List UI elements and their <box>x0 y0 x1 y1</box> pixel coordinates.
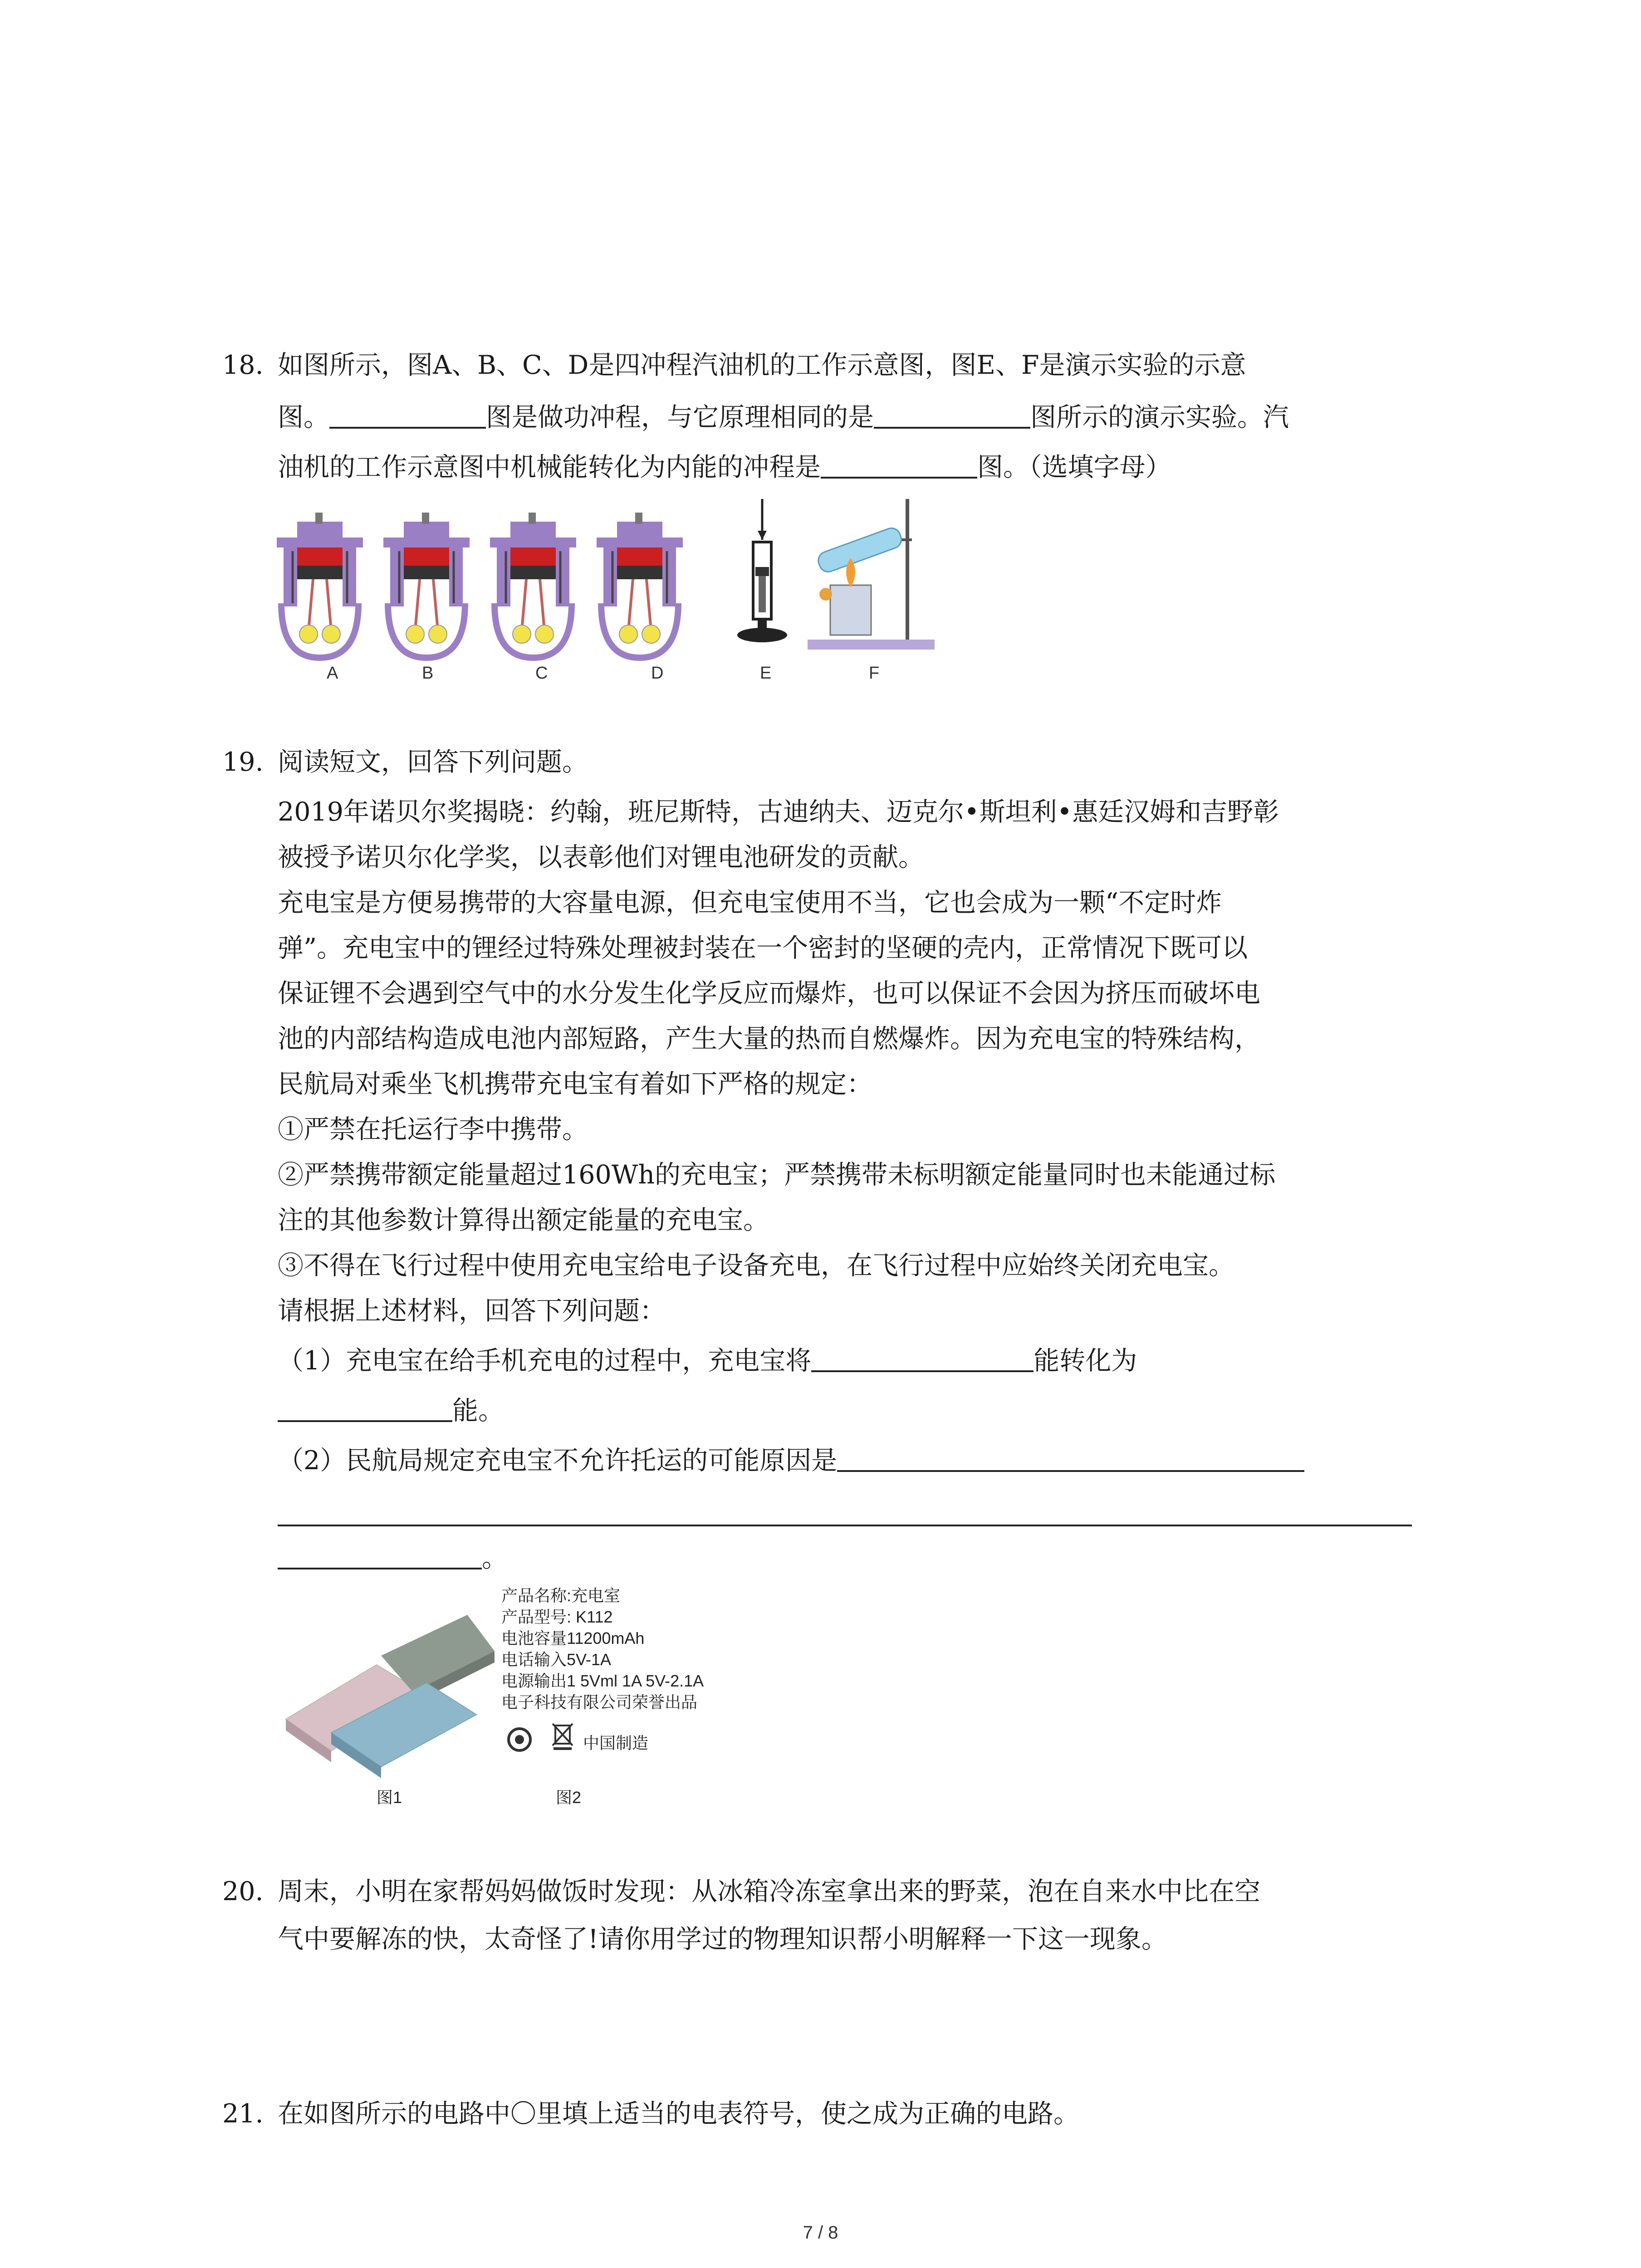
answer-blank[interactable] <box>811 1345 1034 1372</box>
compression-cylinder-figure <box>735 499 789 649</box>
answer-blank-line[interactable] <box>278 1499 1412 1526</box>
power-bank-photo <box>277 1615 499 1778</box>
label-line-1: 产品名称:充电室 <box>501 1586 621 1605</box>
label-line-2: 产品型号: K112 <box>501 1608 613 1626</box>
label-line-6: 电子科技有限公司荣誉出品 <box>501 1693 698 1711</box>
q19-p2-l5: 民航局对乘坐飞机携带充电宝有着如下严格的规定： <box>278 1069 872 1099</box>
q19-sub1 <box>278 1343 1137 1379</box>
q18-line2 <box>278 399 1289 435</box>
certification-icon <box>506 1726 533 1753</box>
q18-text: 油机的工作示意图中机械能转化为内能的冲程是 <box>278 452 821 482</box>
q19-p2-l2: 弹”。充电宝中的锂经过特殊处理被封装在一个密封的坚硬的壳内，正常情况下既可以 <box>278 933 1248 963</box>
q18-text: 图。（选填字母） <box>977 452 1171 482</box>
figure-label-f: F <box>869 664 880 683</box>
question-number-20: 20. <box>222 1877 264 1906</box>
q19-title: 阅读短文，回答下列问题。 <box>278 747 588 777</box>
made-in-china-text: 中国制造 <box>583 1734 649 1752</box>
page-number: 7 / 8 <box>803 2223 838 2243</box>
q19-p2-l4: 池的内部结构造成电池内部短路，产生大量的热而自燃爆炸。因为充电宝的特殊结构， <box>278 1024 1260 1054</box>
q19-text: 。 <box>482 1543 508 1573</box>
engine-diagrams <box>272 503 749 694</box>
q19-text: 能。 <box>452 1396 504 1426</box>
q18-line1: 如图所示，图A、B、C、D是四冲程汽油机的工作示意图，图E、F是演示实验的示意 <box>278 350 1246 380</box>
q19-text: （1）充电宝在给手机充电的过程中，充电宝将 <box>278 1346 812 1376</box>
q18-text: 图所示的演示实验。汽 <box>1030 402 1289 432</box>
answer-blank[interactable] <box>278 1395 452 1422</box>
question-number-19: 19. <box>222 747 264 777</box>
q19-text: （2）民航局规定充电宝不允许托运的可能原因是 <box>278 1446 838 1476</box>
label-line-5: 电源输出1 5Vml 1A 5V-2.1A <box>501 1672 704 1690</box>
figure-label-a: A <box>327 664 338 683</box>
q19-rule2-l2: 注的其他参数计算得出额定能量的充电宝。 <box>278 1205 769 1235</box>
q18-line3 <box>278 449 1171 485</box>
q19-p2-l1: 充电宝是方便易携带的大容量电源，但充电宝使用不当，它也会成为一颗“不定时炸 <box>278 888 1222 918</box>
q19-p2-l3: 保证锂不会遇到空气中的水分发生化学反应而爆炸，也可以保证不会因为挤压而破坏电 <box>278 978 1260 1008</box>
figure-label-e: E <box>760 664 772 683</box>
test-tube-heating-figure <box>798 490 948 653</box>
figure-caption-2: 图2 <box>556 1788 582 1807</box>
q19-sub2-end <box>278 1540 508 1576</box>
answer-blank[interactable] <box>837 1445 1304 1472</box>
q19-sub2 <box>278 1442 1304 1479</box>
q19-sub1-cont <box>278 1393 504 1429</box>
figure-label-d: D <box>651 664 664 683</box>
figure-label-c: C <box>535 664 548 683</box>
q21-line1: 在如图所示的电路中〇里填上适当的电表符号，使之成为正确的电路。 <box>278 2099 1079 2129</box>
label-line-4: 电话输入5V-1A <box>501 1650 612 1669</box>
answer-blank[interactable] <box>874 401 1030 429</box>
q18-text: 图。 <box>278 402 329 432</box>
q20-line1: 周末，小明在家帮妈妈做饭时发现：从冰箱冷冻室拿出来的野菜，泡在自来水中比在空 <box>278 1877 1260 1906</box>
q19-text: 能转化为 <box>1034 1346 1137 1376</box>
q19-rule1: ①严禁在托运行李中携带。 <box>278 1114 588 1144</box>
q19-rule2-l1: ②严禁携带额定能量超过160Wh的充电宝；严禁携带未标明额定能量同时也未能通过标 <box>278 1160 1276 1190</box>
figure-label-b: B <box>422 664 434 683</box>
figure-caption-1: 图1 <box>377 1788 402 1807</box>
q19-p1-l2: 被授予诺贝尔化学奖，以表彰他们对锂电池研发的贡献。 <box>278 842 924 872</box>
q20-line2: 气中要解冻的快，太奇怪了!请你用学过的物理知识帮小明解释一下这一现象。 <box>278 1924 1167 1954</box>
q19-prompt: 请根据上述材料，回答下列问题： <box>278 1296 666 1326</box>
question-number-21: 21. <box>222 2099 264 2129</box>
q18-text: 图是做功冲程，与它原理相同的是 <box>486 402 874 432</box>
answer-blank[interactable] <box>278 1542 482 1569</box>
question-number-18: 18. <box>222 350 264 380</box>
recycle-bin-icon <box>549 1719 576 1751</box>
q19-rule3: ③不得在飞行过程中使用充电宝给电子设备充电，在飞行过程中应始终关闭充电宝。 <box>278 1251 1234 1281</box>
q19-p1-l1: 2019年诺贝尔奖揭晓：约翰，班尼斯特，古迪纳夫、迈克尔•斯坦利•惠廷汉姆和吉野彰 <box>278 797 1279 827</box>
label-line-3: 电池容量11200mAh <box>501 1629 645 1647</box>
answer-blank[interactable] <box>329 401 486 429</box>
answer-blank[interactable] <box>821 451 977 479</box>
